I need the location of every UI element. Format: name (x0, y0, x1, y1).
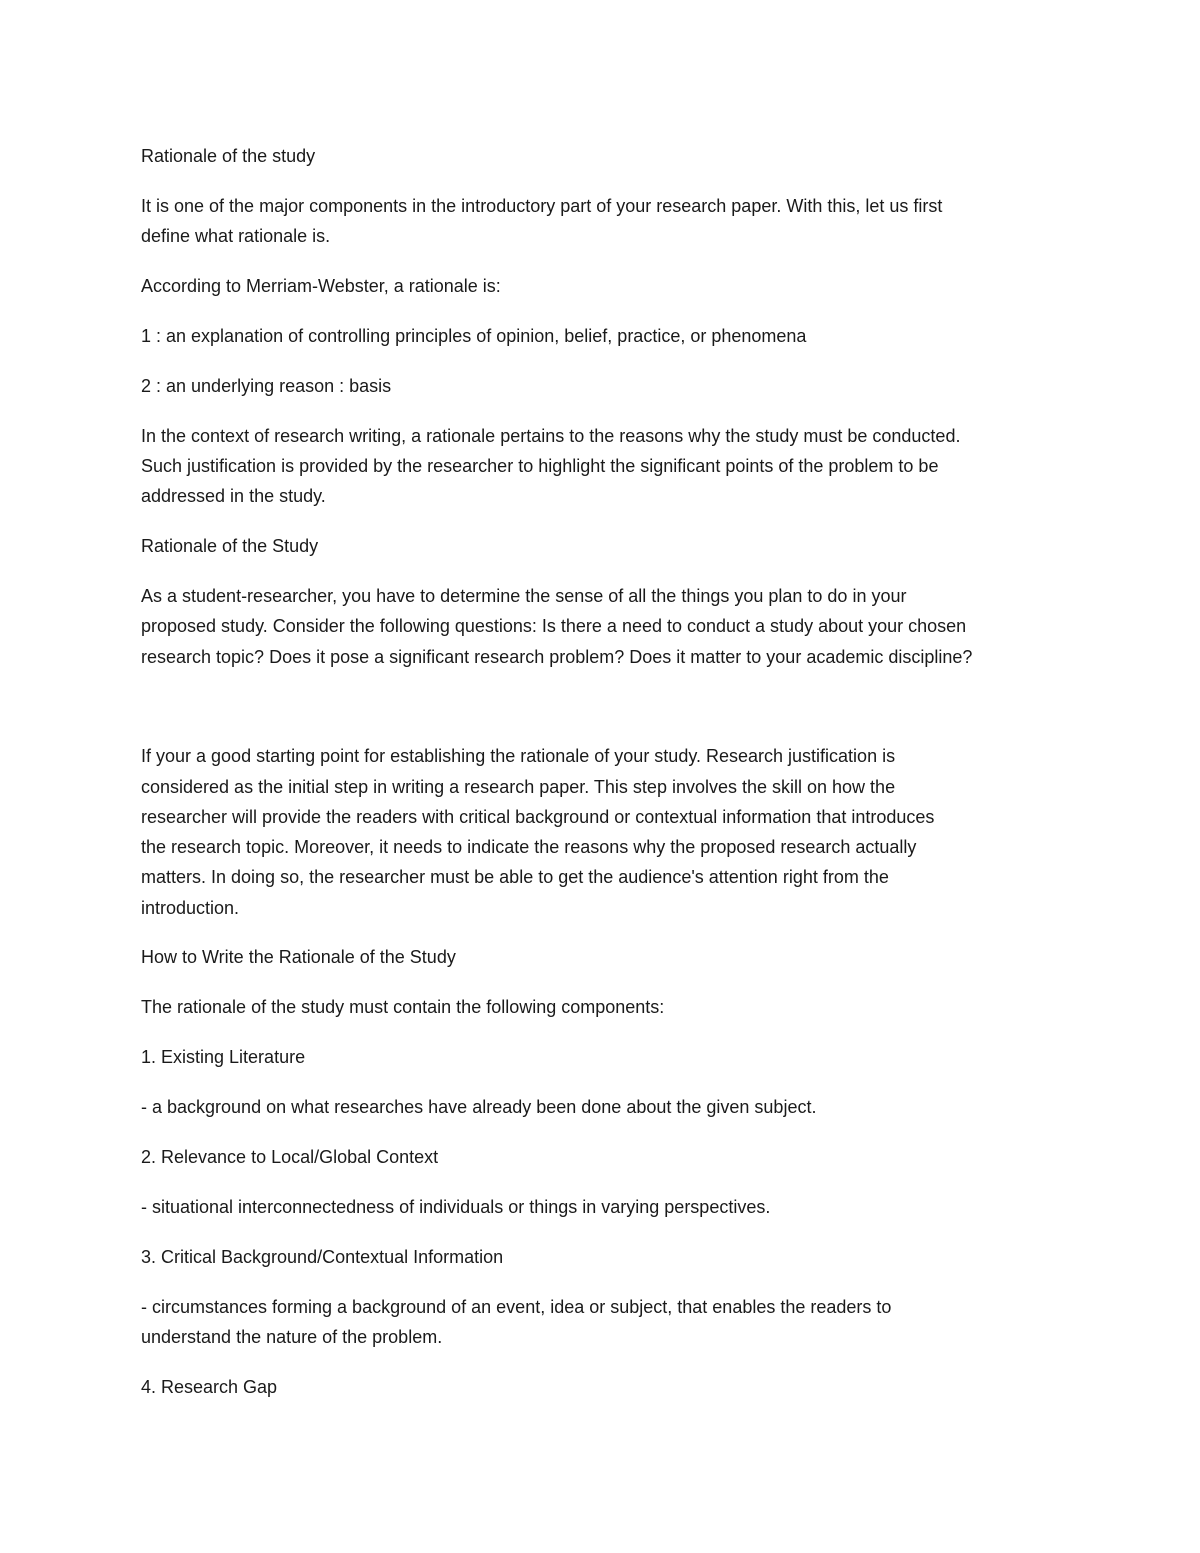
paragraph-justification-line-3: researcher will provide the readers with critical background or contextual information that introduces (141, 807, 935, 827)
paragraph-student-line-3: research topic? Does it pose a significant research problem? Does it matter to your academic discipline? (141, 647, 973, 667)
heading-how-to-write: How to Write the Rationale of the Study (141, 947, 456, 967)
paragraph-justification-line-1: If your a good starting point for establishing the rationale of your study. Research justification is (141, 746, 896, 766)
paragraph-merriam-webster: According to Merriam-Webster, a rationale is: (141, 276, 501, 296)
paragraph-context-line-2: Such justification is provided by the researcher to highlight the significant points of the problem to be (141, 456, 939, 476)
heading-rationale-of-the-study-2: Rationale of the Study (141, 536, 319, 556)
list-item-2-description: - situational interconnectedness of individuals or things in varying perspectives. (141, 1197, 771, 1217)
definition-2: 2 : an underlying reason : basis (141, 376, 392, 396)
list-item-2-title: 2. Relevance to Local/Global Context (141, 1147, 439, 1167)
heading-rationale-of-the-study: Rationale of the study (141, 146, 316, 166)
paragraph-context-line-1: In the context of research writing, a rationale pertains to the reasons why the study must be conducted. (141, 426, 961, 446)
list-item-1-title: 1. Existing Literature (141, 1047, 306, 1067)
paragraph-justification-line-5: matters. In doing so, the researcher must be able to get the audience's attention right from the (141, 867, 889, 887)
list-item-1-description: - a background on what researches have already been done about the given subject. (141, 1097, 817, 1117)
paragraph-justification-line-2: considered as the initial step in writing a research paper. This step involves the skill on how the (141, 777, 896, 797)
paragraph-justification-line-6: introduction. (141, 898, 240, 918)
paragraph-student-line-2: proposed study. Consider the following questions: Is there a need to conduct a study about your chosen (141, 616, 967, 636)
paragraph-intro-line-2: define what rationale is. (141, 226, 331, 246)
list-item-4-title: 4. Research Gap (141, 1377, 278, 1397)
paragraph-intro-line-1: It is one of the major components in the introductory part of your research paper. With this, let us first (141, 196, 943, 216)
paragraph-context-line-3: addressed in the study. (141, 486, 326, 506)
definition-1: 1 : an explanation of controlling principles of opinion, belief, practice, or phenomena (141, 326, 807, 346)
list-item-3-title: 3. Critical Background/Contextual Information (141, 1247, 504, 1267)
paragraph-justification-line-4: the research topic. Moreover, it needs to indicate the reasons why the proposed research actually (141, 837, 917, 857)
list-item-3-description-line-1: - circumstances forming a background of an event, idea or subject, that enables the readers to (141, 1297, 892, 1317)
list-item-3-description-line-2: understand the nature of the problem. (141, 1327, 443, 1347)
paragraph-student-line-1: As a student-researcher, you have to determine the sense of all the things you plan to do in your (141, 586, 907, 606)
paragraph-components-intro: The rationale of the study must contain the following components: (141, 997, 665, 1017)
